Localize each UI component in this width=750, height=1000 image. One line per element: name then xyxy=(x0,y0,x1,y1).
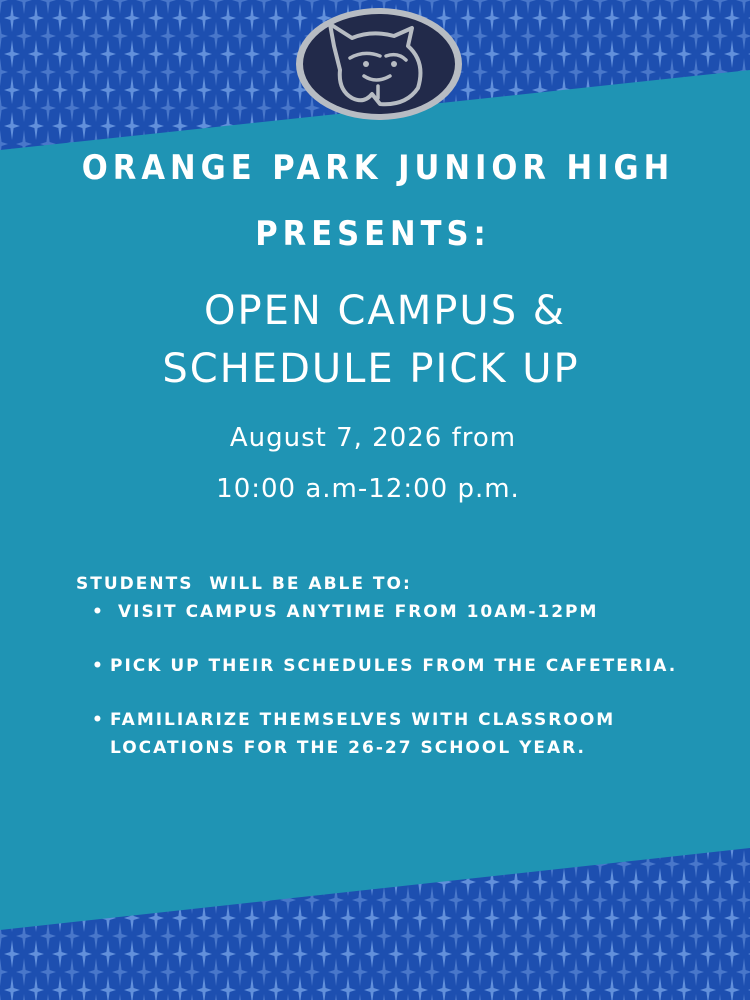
list-item xyxy=(76,598,716,626)
details-section xyxy=(76,570,716,788)
event-date: August 7, 2026 from xyxy=(229,423,517,453)
event-title-line-2: SCHEDULE PICK UP xyxy=(162,346,580,392)
list-item-text: FAMILIARIZE THEMSELVES WITH CLASSROOM LOCATIONS FOR THE 26-27 SCHOOL YEAR. xyxy=(110,710,616,758)
presents-label: PRESENTS: xyxy=(255,214,491,254)
school-name: ORANGE PARK JUNIOR HIGH xyxy=(81,148,675,188)
cougar-head-logo-icon xyxy=(294,6,464,122)
list-item-text: PICK UP THEIR SCHEDULES FROM THE CAFETERIA. xyxy=(110,656,678,676)
bullet-icon: • xyxy=(92,602,105,622)
details-heading: STUDENTS WILL BE ABLE TO: xyxy=(76,574,412,594)
bullet-icon: • xyxy=(92,656,105,676)
list-item xyxy=(76,706,716,762)
bullet-icon: • xyxy=(92,710,105,730)
list-item xyxy=(76,652,716,680)
list-item-text: VISIT CAMPUS ANYTIME FROM 10AM-12PM xyxy=(118,602,599,622)
event-time: 10:00 a.m-12:00 p.m. xyxy=(216,474,520,504)
event-title-line-1: OPEN CAMPUS & xyxy=(203,288,566,334)
details-list xyxy=(76,598,716,762)
